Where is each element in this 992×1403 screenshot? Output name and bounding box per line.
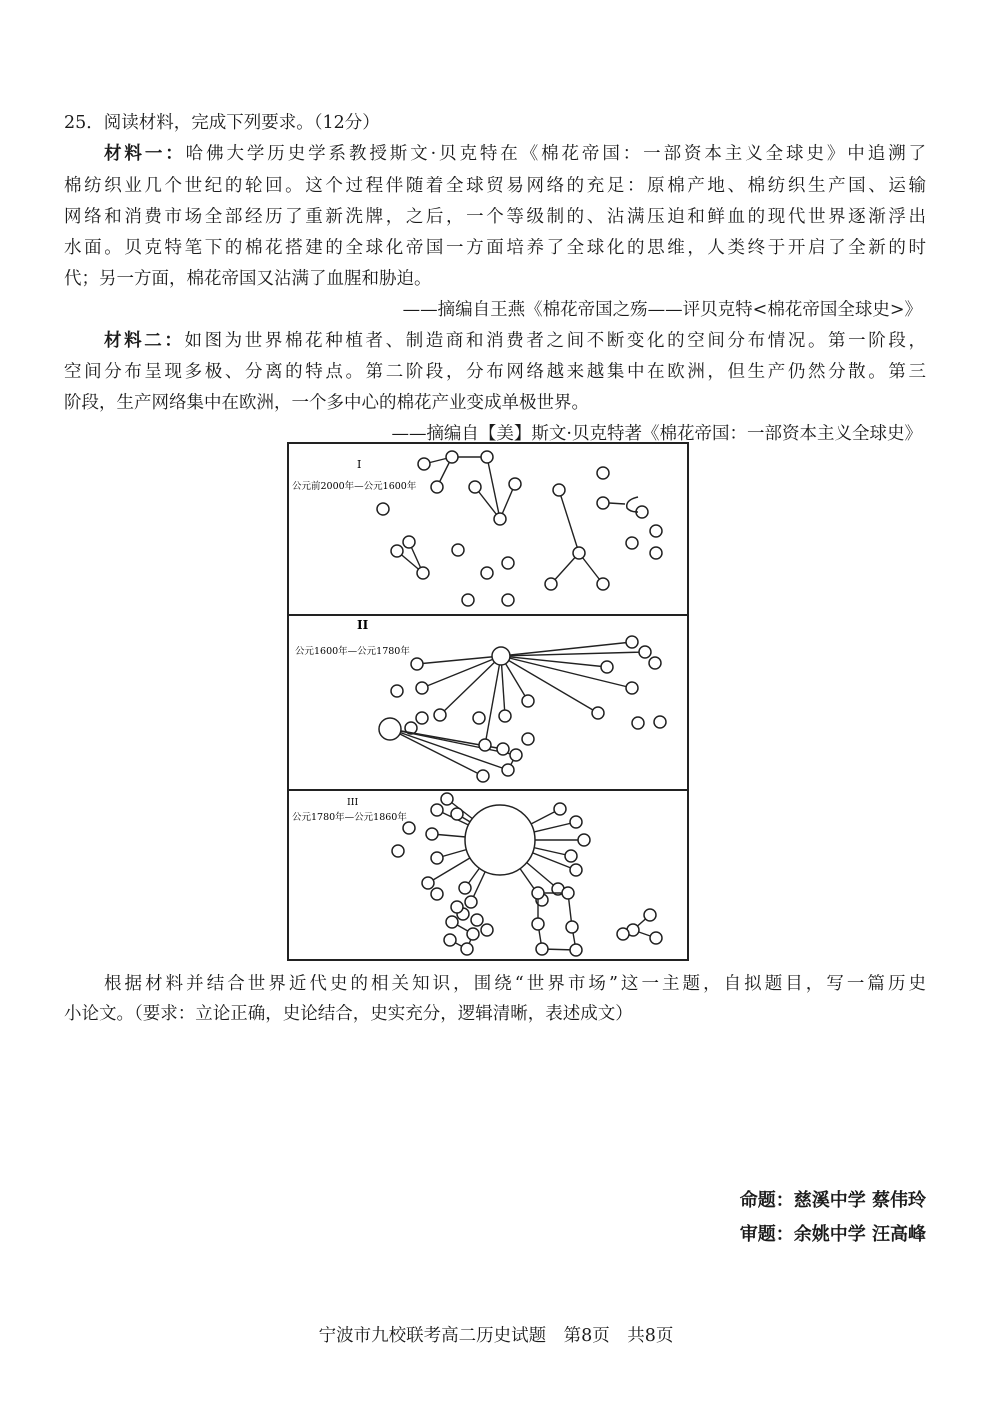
network-node [597, 578, 609, 590]
network-node [416, 682, 428, 694]
network-node [377, 503, 389, 515]
network-node [477, 770, 489, 782]
material-2-source: ——摘编自【美】斯文·贝克特著《棉花帝国：一部资本主义全球史》 [391, 424, 922, 444]
panel-2-period: 公元1600年—公元1780年 [295, 646, 410, 657]
network-node [626, 682, 638, 694]
network-node [431, 852, 443, 864]
central-hub [465, 805, 535, 875]
network-node [626, 636, 638, 648]
network-node [452, 544, 464, 556]
network-node [570, 864, 582, 876]
material-2-line-3: 阶段，生产网络集中在欧洲，一个多中心的棉花产业变成单极世界。 [64, 393, 589, 413]
network-node [522, 695, 534, 707]
network-node [502, 764, 514, 776]
network-node [570, 816, 582, 828]
network-node [532, 918, 544, 930]
panel-2-network [379, 636, 666, 782]
material-1-text-1: 哈佛大学历史学系教授斯文·贝克特在《棉花帝国：一部资本主义全球史》中追溯了 [185, 144, 927, 164]
network-node [510, 749, 522, 761]
page-footer: 宁波市九校联考高二历史试题 第8页 共8页 [318, 1326, 674, 1346]
question-header: 25．阅读材料，完成下列要求。（12分） [64, 113, 380, 133]
network-node [446, 916, 458, 928]
network-node [434, 709, 446, 721]
network-node [431, 804, 443, 816]
network-node [391, 685, 403, 697]
material-2-text-1: 如图为世界棉花种植者、制造商和消费者之间不断变化的空间分布情况。第一阶段， [184, 331, 927, 351]
network-node [418, 458, 430, 470]
network-node [650, 525, 662, 537]
network-node [617, 928, 629, 940]
material-1-line-4: 水面。贝克特笔下的棉花搭建的全球化帝国一方面培养了全球化的思维，人类终于开启了全新的时 [64, 238, 926, 258]
network-node [469, 481, 481, 493]
network-node [545, 578, 557, 590]
network-node [417, 567, 429, 579]
network-node [601, 661, 613, 673]
network-node [553, 484, 565, 496]
network-node [479, 739, 491, 751]
network-node [578, 834, 590, 846]
network-node [426, 828, 438, 840]
network-node [497, 743, 509, 755]
network-node [431, 481, 443, 493]
material-1-line-5: 代；另一方面，棉花帝国又沾满了血腥和胁迫。 [64, 269, 432, 289]
network-link [422, 656, 501, 688]
network-node [499, 710, 511, 722]
network-node [431, 888, 443, 900]
network-node [403, 822, 415, 834]
network-node [473, 712, 485, 724]
network-node [422, 877, 434, 889]
network-link [609, 503, 625, 504]
network-node [444, 934, 456, 946]
panel-1-network [377, 451, 662, 606]
network-node [632, 717, 644, 729]
network-node [570, 944, 582, 956]
network-link [501, 656, 632, 688]
network-node [467, 928, 479, 940]
network-link [559, 490, 579, 553]
material-1-label: 材料一： [104, 144, 186, 164]
network-node [649, 657, 661, 669]
network-node [391, 545, 403, 557]
panel-2-roman: II [357, 618, 369, 632]
network-node [626, 537, 638, 549]
network-node [554, 803, 566, 815]
network-node [459, 882, 471, 894]
material-2-line-1 [104, 333, 926, 351]
panel-3-network [392, 793, 662, 956]
figure-frame [288, 443, 688, 960]
task-line-1: 根据材料并结合世界近代史的相关知识，围绕“世界市场”这一主题，自拟题目，写一篇历史 [104, 974, 926, 994]
task-line-2: 小论文。（要求：立论正确，史论结合，史实充分，逻辑清晰，表述成文） [64, 1004, 633, 1024]
material-2-line-2: 空间分布呈现多极、分离的特点。第二阶段，分布网络越来越集中在欧洲，但生产仍然分散。第三 [64, 362, 926, 382]
network-node [654, 716, 666, 728]
material-1-line-3: 网络和消费市场全部经历了重新洗牌，之后，一个等级制的、沾满压迫和鲜血的现代世界逐渐浮出 [64, 207, 926, 227]
network-node [392, 845, 404, 857]
material-1-line-2: 棉纺织业几个世纪的轮回。这个过程伴随着全球贸易网络的充足：原棉产地、棉纺织生产国、运输 [64, 176, 926, 196]
network-node [451, 808, 463, 820]
material-1-source: ——摘编自王燕《棉花帝国之殇——评贝克特<棉花帝国全球史>》 [402, 300, 922, 320]
network-node [494, 513, 506, 525]
reviewer-signature: 审题：余姚中学 汪高峰 [739, 1224, 926, 1245]
hub-node [492, 647, 510, 665]
network-node [592, 707, 604, 719]
network-node [502, 594, 514, 606]
network-node [481, 924, 493, 936]
network-node [471, 914, 483, 926]
network-node [446, 451, 458, 463]
network-node [562, 887, 574, 899]
cotton-network-figure [287, 442, 689, 962]
network-node [597, 467, 609, 479]
network-node [532, 887, 544, 899]
panel-1-roman: I [357, 458, 362, 471]
network-node [597, 497, 609, 509]
network-node [536, 943, 548, 955]
network-node [565, 850, 577, 862]
network-node [465, 896, 477, 908]
network-node [644, 909, 656, 921]
large-node [379, 718, 401, 740]
network-node [509, 478, 521, 490]
panel-3-period: 公元1780年—公元1860年 [292, 812, 407, 823]
network-node [462, 594, 474, 606]
panel-1-period: 公元前2000年—公元1600年 [292, 481, 417, 492]
network-node [573, 547, 585, 559]
network-node [403, 536, 415, 548]
network-node [502, 557, 514, 569]
network-node [451, 901, 463, 913]
material-2-label: 材料二： [104, 331, 185, 351]
network-node [416, 712, 428, 724]
network-node [639, 646, 651, 658]
network-node [481, 451, 493, 463]
network-link [417, 656, 501, 664]
panel-3-roman: III [347, 797, 359, 808]
network-node [481, 567, 493, 579]
network-node [650, 547, 662, 559]
network-node [522, 733, 534, 745]
network-node [461, 943, 473, 955]
proposer-signature: 命题：慈溪中学 蔡伟玲 [739, 1190, 926, 1211]
network-node [650, 932, 662, 944]
network-node [566, 921, 578, 933]
network-link [390, 729, 483, 776]
network-node [441, 793, 453, 805]
material-1-line-1 [104, 146, 926, 164]
network-node [411, 658, 423, 670]
